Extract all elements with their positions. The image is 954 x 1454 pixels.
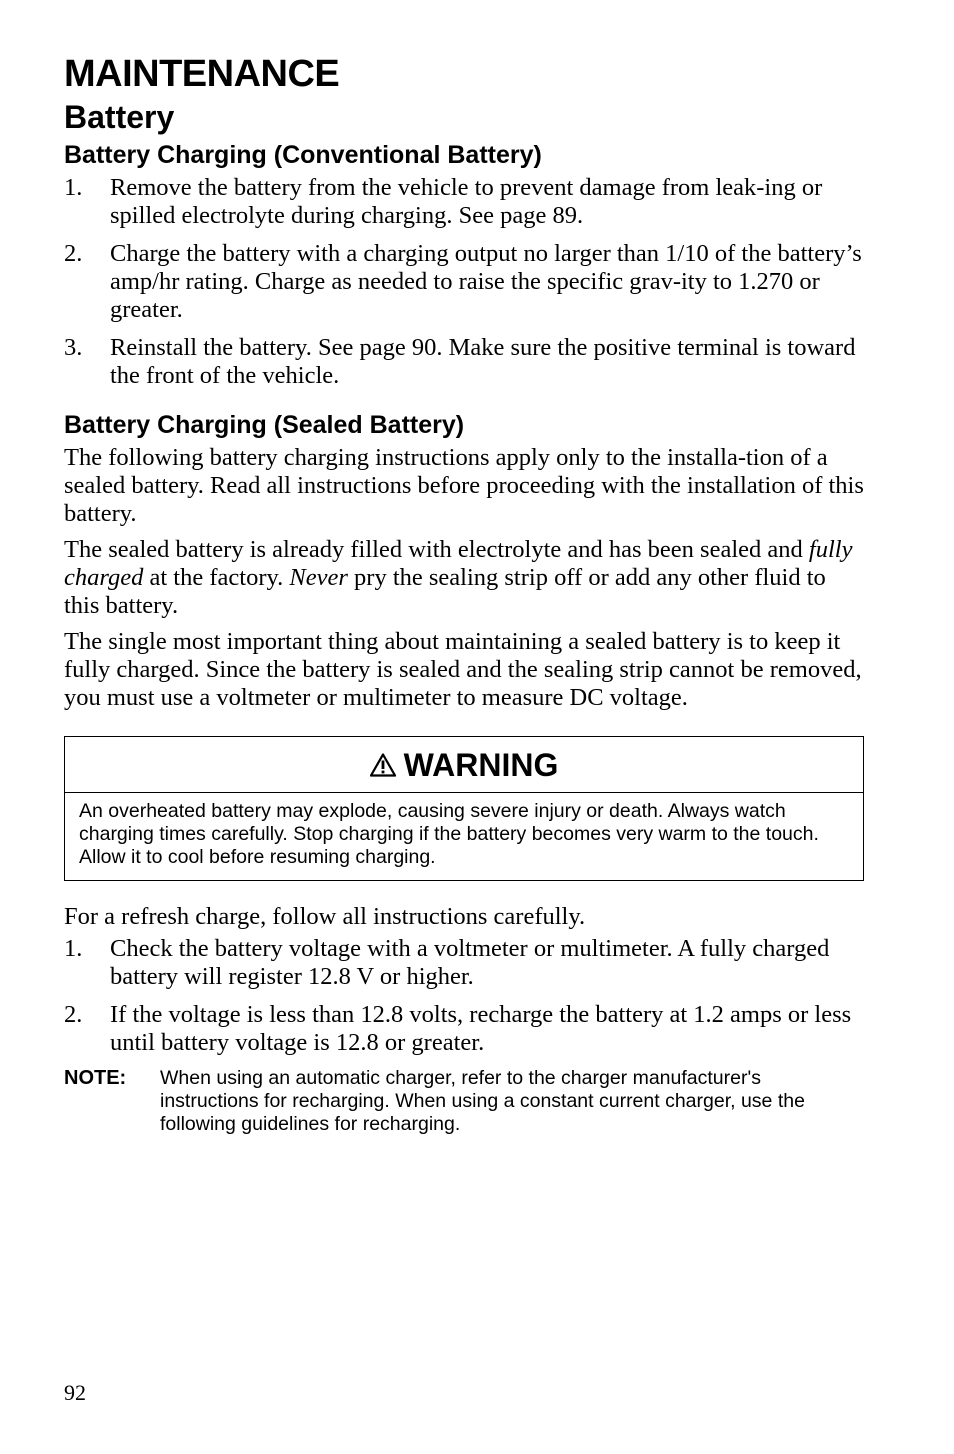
step-number: 2. [64,1001,83,1028]
page-number: 92 [64,1380,86,1405]
emphasis-never: Never [289,564,348,591]
warning-label: WARNING [403,746,559,783]
step-number: 1. [64,174,83,201]
note [64,1067,864,1136]
sealed-paragraph-3: The single most important thing about maintaining a sealed battery is to keep it fully charged. Since the battery is sealed and the sealing strip cannot be removed, you must use a voltmeter or multimeter to measure DC voltage. [64,628,862,711]
warning-triangle-icon [370,753,396,777]
warning-header [65,737,863,793]
paragraph-text: at the factory. [143,564,290,591]
note-label: NOTE: [64,1067,127,1089]
section-title: MAINTENANCE [64,53,340,95]
step-text: Remove the battery from the vehicle to prevent damage from leak-ing or spilled electrolyte during charging. See page 89. [110,174,823,229]
conventional-steps [64,174,864,390]
paragraph-text: The sealed battery is already filled with electrolyte and has been sealed and [64,536,809,563]
step-number: 1. [64,935,83,962]
step-text: Reinstall the battery. See page 90. Make sure the positive terminal is toward the front of the vehicle. [110,334,856,389]
subsection-title: Battery [64,99,175,135]
warning-text: An overheated battery may explode, causing severe injury or death. Always watch charging times carefully. Stop charging if the battery becomes very warm to the touch. Allow it to cool before resuming charging. [79,800,819,868]
sealed-paragraph-2 [64,536,864,620]
note-text: When using an automatic charger, refer to the charger manufacturer's instructions for recharging. When using a constant current charger, use the following guidelines for recharging. [160,1067,805,1135]
step-text: If the voltage is less than 12.8 volts, recharge the battery at 1.2 amps or less until battery voltage is 12.8 or greater. [110,1001,852,1056]
step-text: Charge the battery with a charging output no larger than 1/10 of the battery’s amp/hr rating. Charge as needed to raise the specific grav-ity to 1.270 or greater. [110,240,862,323]
list-item [64,935,864,991]
conventional-heading: Battery Charging (Conventional Battery) [64,141,542,169]
list-item [64,1001,864,1057]
warning-box [64,736,864,881]
step-text: Check the battery voltage with a voltmeter or multimeter. A fully charged battery will register 12.8 V or higher. [110,935,830,990]
list-item [64,240,864,324]
list-item [64,174,864,230]
step-number: 2. [64,240,83,267]
sealed-heading: Battery Charging (Sealed Battery) [64,411,465,439]
list-item [64,334,864,390]
step-number: 3. [64,334,83,361]
emphasis-fully-charged: fully charged [64,536,853,591]
refresh-intro: For a refresh charge, follow all instructions carefully. [64,903,586,930]
paragraph-text: pry the sealing strip off or add any other fluid to this battery. [64,564,826,619]
manual-page [64,52,864,1136]
refresh-steps [64,935,864,1057]
sealed-paragraph-1: The following battery charging instructions apply only to the installa-tion of a sealed battery. Read all instructions before proceeding with the installation of this battery. [64,444,864,527]
